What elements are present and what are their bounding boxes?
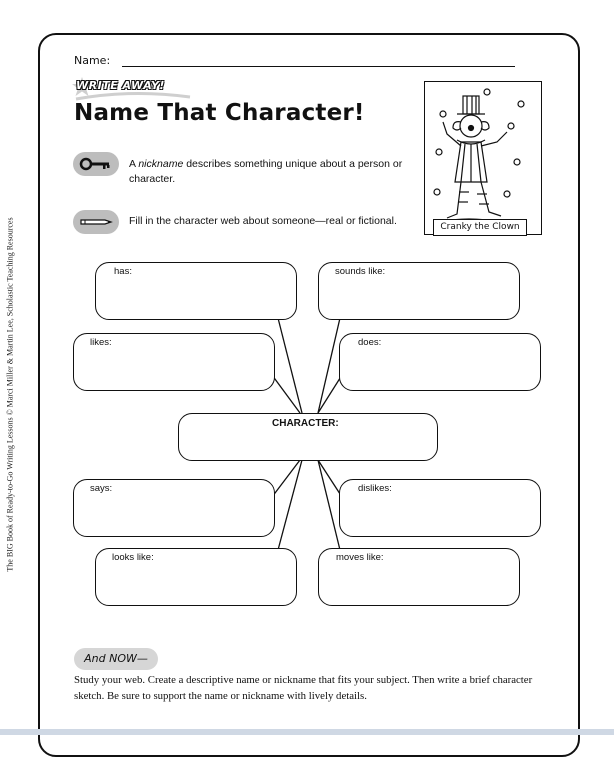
page-title: Name That Character! — [74, 100, 365, 126]
connector-says — [272, 460, 300, 497]
label-character: CHARACTER: — [272, 418, 339, 429]
label-has: has: — [114, 266, 132, 277]
label-sounds-like: sounds like: — [335, 266, 386, 277]
side-credit: The BIG Book of Ready-to-Go Writing Lessons © Marci Miller & Martin Lee, Scholastic Teaching Resources — [5, 217, 15, 572]
tip-nickname: A nickname describes something unique about a person or character. — [129, 158, 403, 185]
label-looks-like: looks like: — [112, 552, 154, 563]
name-label: Name: — [74, 54, 111, 67]
label-says: says: — [90, 483, 113, 494]
and-now-badge: And NOW— — [74, 648, 158, 670]
bottom-band — [0, 729, 614, 735]
label-does: does: — [358, 337, 382, 348]
connector-likes — [272, 375, 300, 413]
brand-text: WRITE AWAY! — [76, 79, 165, 92]
illustration-caption: Cranky the Clown — [433, 219, 527, 236]
connector-sounds-like — [318, 318, 340, 413]
writing-prompt: Study your web. Create a descriptive name or nickname that fits your subject. Then write a brief character sketch. Be sure to support the name or nickname with lively details. — [74, 674, 533, 702]
connector-moves-like — [318, 460, 340, 550]
tip-fill-web: Fill in the character web about someone—real or fictional. — [129, 215, 397, 227]
connector-does — [318, 375, 342, 413]
label-moves-like: moves like: — [336, 552, 384, 563]
label-dislikes: dislikes: — [358, 483, 392, 494]
label-likes: likes: — [90, 337, 112, 348]
